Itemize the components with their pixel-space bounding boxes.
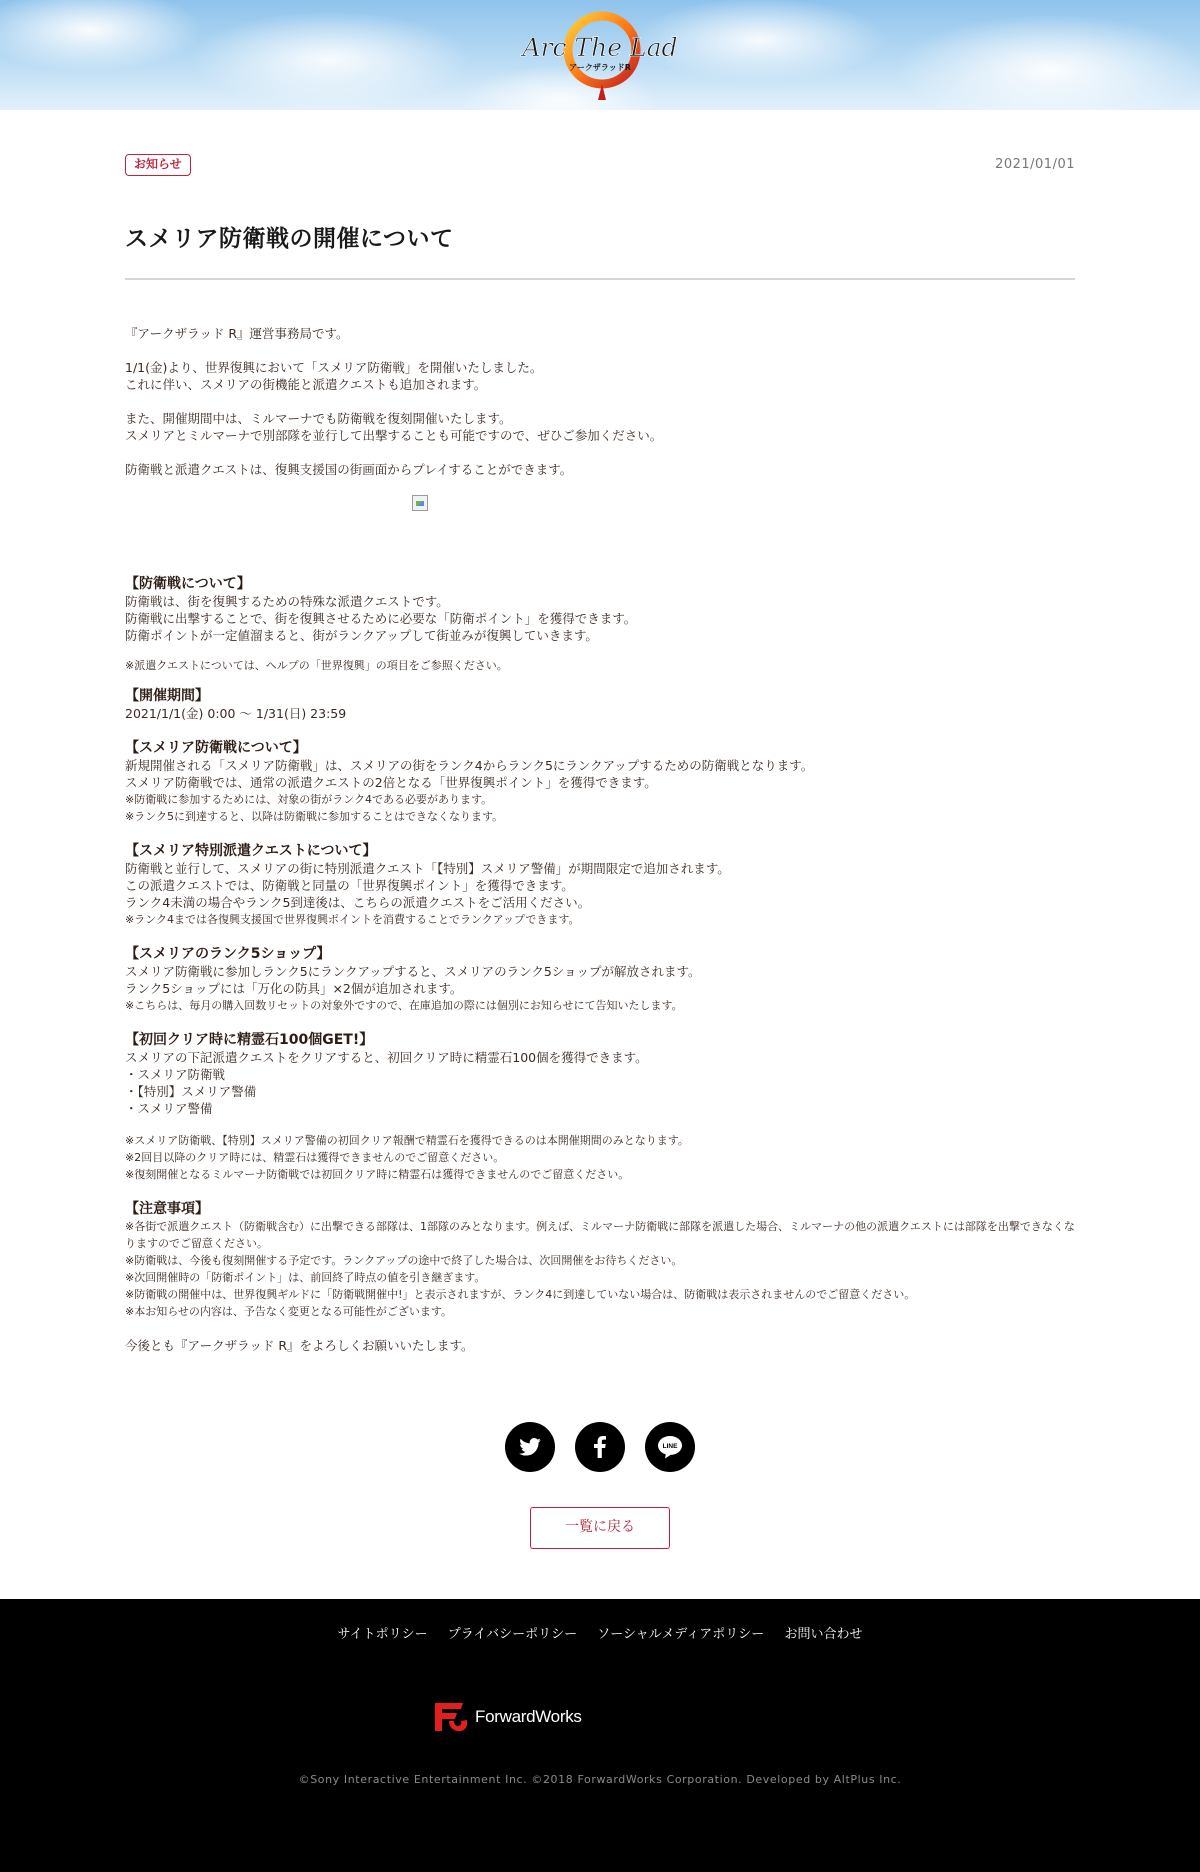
section-rank5-shop: [125, 945, 1075, 1014]
post-date: 2021/01/01: [995, 157, 1075, 172]
note-line: ※防衛戦に参加するためには、対象の街がランク4である必要があります。: [125, 793, 493, 806]
intro-line: スメリアとミルマーナで別部隊を並行して出撃することも可能ですので、ぜひご参加ください。: [125, 428, 663, 443]
category-badge[interactable]: お知らせ: [125, 154, 191, 176]
intro-line: 防衛戦と派遣クエストは、復興支援国の街画面からプレイすることができます。: [125, 462, 573, 477]
section-special-quest: [125, 842, 1075, 928]
copyright-text: ©Sony Interactive Entertainment Inc. ©2018 ForwardWorks Corporation. Developed by AltPlus Inc.: [298, 1773, 902, 1786]
footer-link-site-policy[interactable]: サイトポリシー: [337, 1627, 428, 1642]
section-period: [125, 687, 1075, 722]
note-line: ※防衛戦は、今後も復刻開催する予定です。ランクアップの途中で終了した場合は、次回開催をお待ちください。: [125, 1254, 683, 1267]
section-line: この派遣クエストでは、防衛戦と同量の「世界復興ポイント」を獲得できます。: [125, 878, 574, 893]
twitter-share-button[interactable]: [505, 1422, 555, 1472]
section-heading: 【初回クリア時に精霊石100個GET!】: [125, 1032, 374, 1048]
section-line: 防衛戦は、街を復興するための特殊な派遣クエストです。: [125, 594, 449, 609]
section-heading: 【スメリア防衛戦について】: [125, 740, 307, 756]
section-defense: [125, 575, 1075, 644]
section-heading: 【注意事項】: [125, 1201, 209, 1217]
section-caution: [125, 1200, 1075, 1320]
footer-link-privacy-policy[interactable]: プライバシーポリシー: [447, 1627, 578, 1642]
note-line: ※次回開催時の「防衛ポイント」は、前回終了時点の値を引き継ぎます。: [125, 1271, 486, 1284]
closing-line: 今後とも『アークザラッド R』をよろしくお願いいたします。: [125, 1338, 474, 1353]
footer-link-contact[interactable]: お問い合わせ: [784, 1627, 863, 1642]
site-header: [0, 0, 1200, 110]
back-to-list-button[interactable]: 一覧に戻る: [530, 1507, 670, 1549]
list-item: ・スメリア防衛戦: [125, 1067, 226, 1082]
company-logo[interactable]: [433, 1699, 582, 1735]
section-line: スメリア防衛戦に参加しランク5にランクアップすると、スメリアのランク5ショップが解放されます。: [125, 964, 701, 979]
section-smeria: [125, 739, 1075, 825]
section-heading: 【スメリア特別派遣クエストについて】: [125, 843, 377, 859]
note-line: ※スメリア防衛戦、【特別】スメリア警備の初回クリア報酬で精霊石を獲得できるのは本開催期間のみとなります。: [125, 1134, 689, 1147]
section-line: 防衛戦に出撃することで、街を復興させるために必要な「防衛ポイント」を獲得できます。: [125, 611, 637, 626]
site-footer: [0, 1599, 1200, 1872]
article-body: [125, 325, 1075, 1354]
intro-line: 『アークザラッド R』運営事務局です。: [125, 326, 349, 341]
svg-text:アークザラッドR: アークザラッドR: [569, 63, 631, 72]
intro-line: これに伴い、スメリアの街機能と派遣クエストも追加されます。: [125, 377, 487, 392]
section-line: スメリアの下記派遣クエストをクリアすると、初回クリア時に精霊石100個を獲得できます。: [125, 1050, 648, 1065]
section-first-clear: [125, 1031, 1075, 1117]
facebook-share-button[interactable]: [575, 1422, 625, 1472]
note-line: ※2回目以降のクリア時には、精霊石は獲得できませんのでご留意ください。: [125, 1151, 505, 1164]
page-title: スメリア防衛戦の開催について: [125, 226, 454, 252]
note-line: ※こちらは、毎月の購入回数リセットの対象外ですので、在庫追加の際には個別にお知らせにて告知いたします。: [125, 999, 683, 1012]
note-line: ※本お知らせの内容は、予告なく変更となる可能性がございます。: [125, 1305, 453, 1318]
footer-link-social-media-policy[interactable]: ソーシャルメディアポリシー: [597, 1627, 765, 1642]
intro-paragraph: [125, 359, 1075, 393]
note-line: ※ランク5に到達すると、以降は防衛戦に参加することはできなくなります。: [125, 810, 504, 823]
intro-line: また、開催期間中は、ミルマーナでも防衛戦を復刻開催いたします。: [125, 411, 512, 426]
list-item: ・スメリア警備: [125, 1101, 213, 1116]
broken-image-icon: [412, 495, 428, 511]
svg-text:Arc The Lad: Arc The Lad: [522, 33, 678, 62]
period-value: 2021/1/1(金) 0:00 ～ 1/31(日) 23:59: [125, 706, 347, 721]
section-first-clear-notes: [125, 1132, 1075, 1183]
article-meta: [125, 154, 1075, 178]
twitter-icon: [519, 1438, 541, 1456]
intro-paragraph: [125, 461, 1075, 478]
company-name: ForwardWorks: [475, 1707, 582, 1726]
section-line: 防衛ポイントが一定値溜まると、街がランクアップして街並みが復興していきます。: [125, 628, 598, 643]
note-line: ※防衛戦の開催中は、世界復興ギルドに「防衛戦開催中!」と表示されますが、ランク4に到達していない場合は、防衛戦は表示されませんのでご留意ください。: [125, 1288, 916, 1301]
section-line: ランク5ショップには「万化の防具」×2個が追加されます。: [125, 981, 463, 996]
line-share-button[interactable]: [645, 1422, 695, 1472]
section-line: スメリア防衛戦では、通常の派遣クエストの2倍となる「世界復興ポイント」を獲得できます。: [125, 775, 657, 790]
section-heading: 【開催期間】: [125, 688, 209, 704]
section-note: [125, 657, 1075, 674]
share-buttons: [505, 1422, 695, 1472]
section-line: 新規開催される「スメリア防衛戦」は、スメリアの街をランク4からランク5にランクアップするための防衛戦となります。: [125, 758, 814, 773]
intro-paragraph: [125, 410, 1075, 444]
section-heading: 【防衛戦について】: [125, 576, 251, 592]
intro-line: 1/1(金)より、世界復興において「スメリア防衛戦」を開催いたしました。: [125, 360, 543, 375]
note-line: ※復刻開催となるミルマーナ防衛戦では初回クリア時に精霊石は獲得できませんのでご留意ください。: [125, 1168, 630, 1181]
intro-paragraph: [125, 325, 1075, 342]
list-item: ・【特別】スメリア警備: [125, 1084, 257, 1099]
section-heading: 【スメリアのランク5ショップ】: [125, 946, 331, 962]
forwardworks-mark-icon: [433, 1701, 469, 1733]
facebook-icon: [594, 1436, 606, 1458]
article-image-slot: [125, 495, 1075, 575]
section-line: 防衛戦と並行して、スメリアの街に特別派遣クエスト「【特別】スメリア警備」が期間限定で追加されます。: [125, 861, 730, 876]
section-line: ランク4未満の場合やランク5到達後は、こちらの派遣クエストをご活用ください。: [125, 895, 591, 910]
game-logo[interactable]: [522, 6, 678, 102]
footer-nav: [0, 1623, 1200, 1642]
line-icon: [657, 1435, 683, 1459]
title-divider: [125, 278, 1075, 280]
note-line: ※ランク4までは各復興支援国で世界復興ポイントを消費することでランクアップできます。: [125, 913, 580, 926]
note-line: ※派遣クエストについては、ヘルプの「世界復興」の項目をご参照ください。: [125, 659, 508, 672]
note-line: ※各街で派遣クエスト（防衛戦含む）に出撃できる部隊は、1部隊のみとなります。例えば、ミルマーナ防衛戦に部隊を派遣した場合、ミルマーナの他の派遣クエストには部隊を出撃できなくなりますのでご留意ください。: [125, 1220, 1075, 1250]
line-label: LINE: [662, 1443, 678, 1450]
